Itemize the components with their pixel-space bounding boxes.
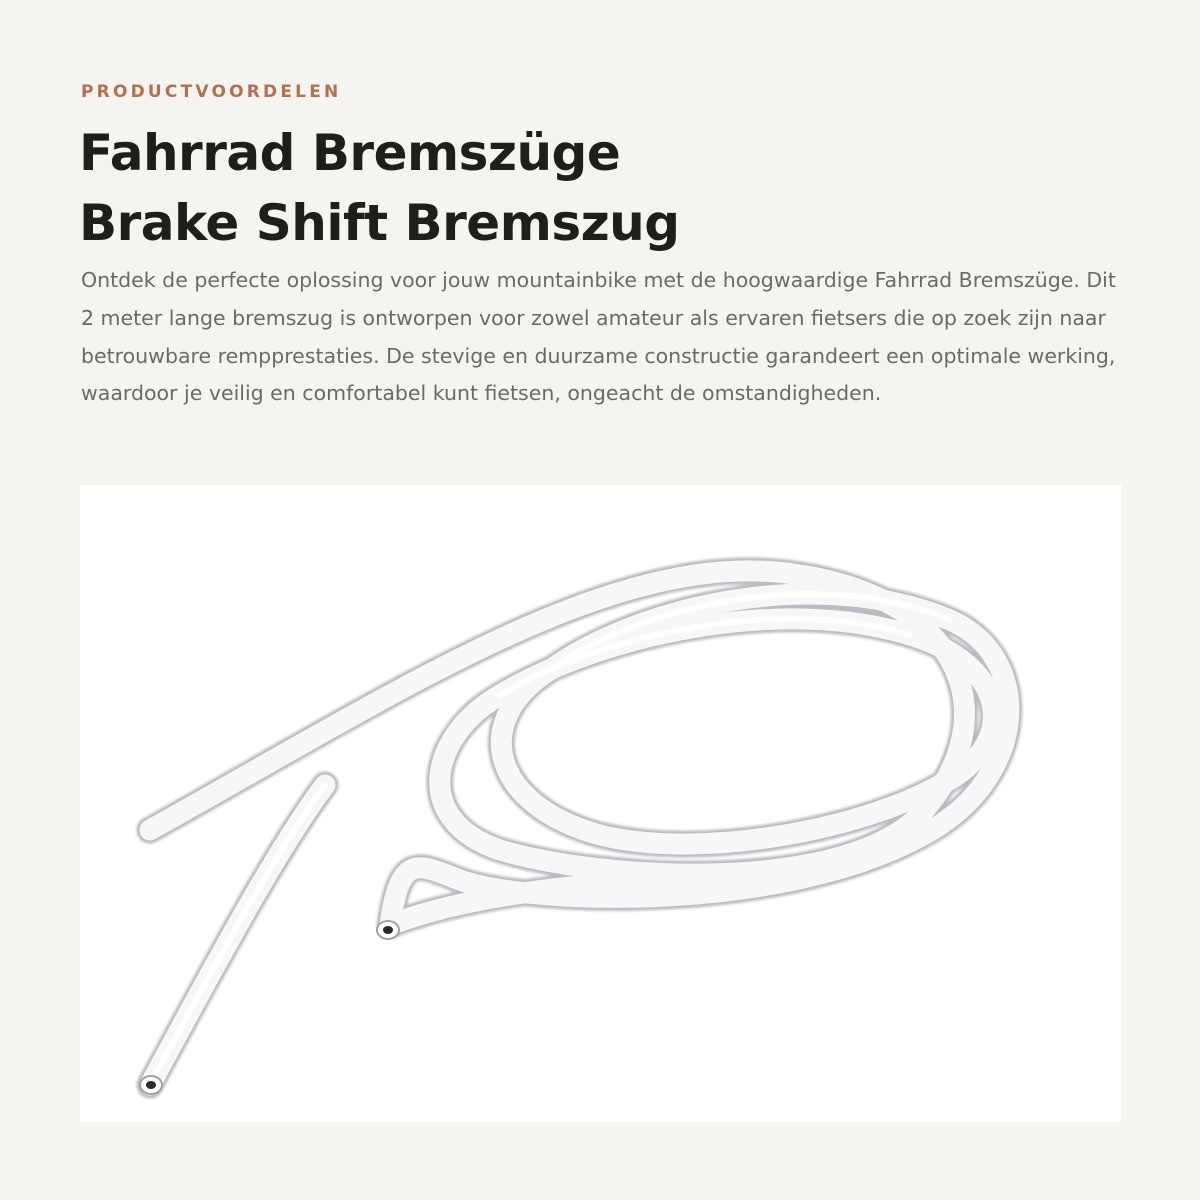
product-title-line-1: Fahrrad Bremszüge: [79, 124, 621, 182]
cable-end-right: [377, 921, 399, 939]
product-title: [79, 118, 680, 258]
brake-cable-illustration: [80, 485, 1121, 1122]
product-image: [80, 485, 1121, 1122]
product-title-line-2: Brake Shift Bremszug: [79, 194, 680, 252]
section-eyebrow: PRODUCTVOORDELEN: [81, 82, 342, 102]
product-description: Ontdek de perfecte oplossing voor jouw mountainbike met de hoogwaardige Fahrrad Bremszüge. Dit 2 meter lange bremszug is ontworpen voor zowel amateur als ervaren fietsers die op zoek zijn naar betrouwbare rempprestaties. De stevige en duurzame constructie garandeert een optimale werking, waardoor je veilig en comfortabel kunt fietsen, ongeacht de omstandigheden.: [81, 268, 1116, 406]
cable-end-left: [140, 1076, 162, 1094]
